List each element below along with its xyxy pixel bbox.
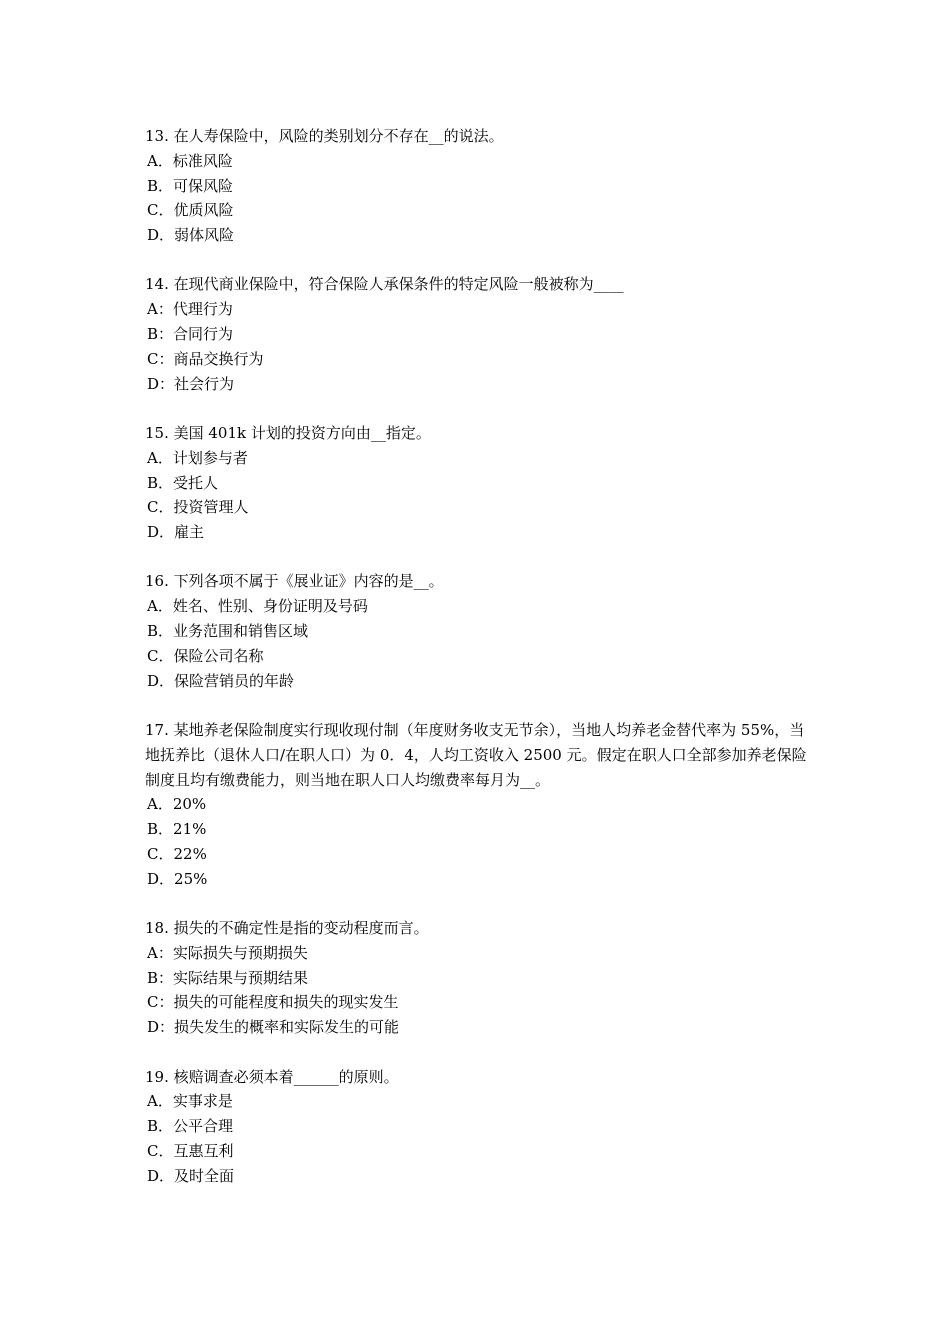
option-c: C．优质风险	[147, 201, 234, 220]
option-d: D：损失发生的概率和实际发生的可能	[147, 1018, 400, 1037]
option-d: D．弱体风险	[147, 226, 235, 245]
question-14	[145, 272, 810, 396]
question-17	[145, 718, 810, 892]
option-c: C．22%	[147, 844, 207, 863]
option-a: A．姓名、性别、身份证明及号码	[147, 597, 368, 616]
question-stem: 17. 某地养老保险制度实行现收现付制（年度财务收支无节余），当地人均养老金替代率为 55%，当地抚养比（退休人口/在职人口）为 0．4，人均工资收入 2500 元。假定在职人口全部参加养老保险制度且均有缴费能力，则当地在职人口人均缴费率每月为__。	[145, 720, 807, 789]
question-13	[145, 124, 810, 248]
option-d: D．雇主	[147, 523, 205, 542]
option-b: B．可保风险	[147, 176, 234, 195]
option-a: A．计划参与者	[147, 448, 248, 467]
option-a: A：实际损失与预期损失	[147, 943, 308, 962]
option-d: D．及时全面	[147, 1166, 235, 1185]
option-c: C．互惠互利	[147, 1141, 234, 1160]
question-stem: 16. 下列各项不属于《展业证》内容的是__。	[145, 572, 444, 591]
question-16	[145, 569, 810, 693]
question-stem: 18. 损失的不确定性是指的变动程度而言。	[145, 919, 429, 938]
option-a: A．标准风险	[147, 151, 233, 170]
option-d: D．25%	[147, 869, 208, 888]
question-stem: 13. 在人寿保险中，风险的类别划分不存在__的说法。	[145, 127, 504, 145]
option-a: A．实事求是	[147, 1092, 233, 1111]
question-18	[145, 916, 810, 1040]
option-c: C：商品交换行为	[147, 349, 264, 368]
option-b: B．21%	[147, 820, 207, 839]
question-stem: 19. 核赔调查必须本着______的原则。	[145, 1067, 399, 1086]
option-a: A：代理行为	[147, 300, 233, 319]
option-c: C：损失的可能程度和损失的现实发生	[147, 993, 399, 1012]
question-stem: 14. 在现代商业保险中，符合保险人承保条件的特定风险一般被称为____	[145, 275, 624, 294]
document-page	[145, 124, 810, 1213]
question-19	[145, 1065, 810, 1189]
option-d: D．保险营销员的年龄	[147, 671, 295, 690]
question-15	[145, 421, 810, 545]
question-stem: 15. 美国 401k 计划的投资方向由__指定。	[145, 423, 431, 442]
option-a: A．20%	[147, 795, 207, 814]
option-b: B：合同行为	[147, 325, 234, 344]
option-b: B．公平合理	[147, 1117, 234, 1136]
option-d: D：社会行为	[147, 374, 235, 393]
option-b: B．业务范围和销售区域	[147, 622, 309, 641]
option-c: C．投资管理人	[147, 498, 249, 517]
option-b: B：实际结果与预期结果	[147, 968, 309, 987]
option-b: B．受托人	[147, 473, 219, 492]
option-c: C．保险公司名称	[147, 646, 264, 665]
